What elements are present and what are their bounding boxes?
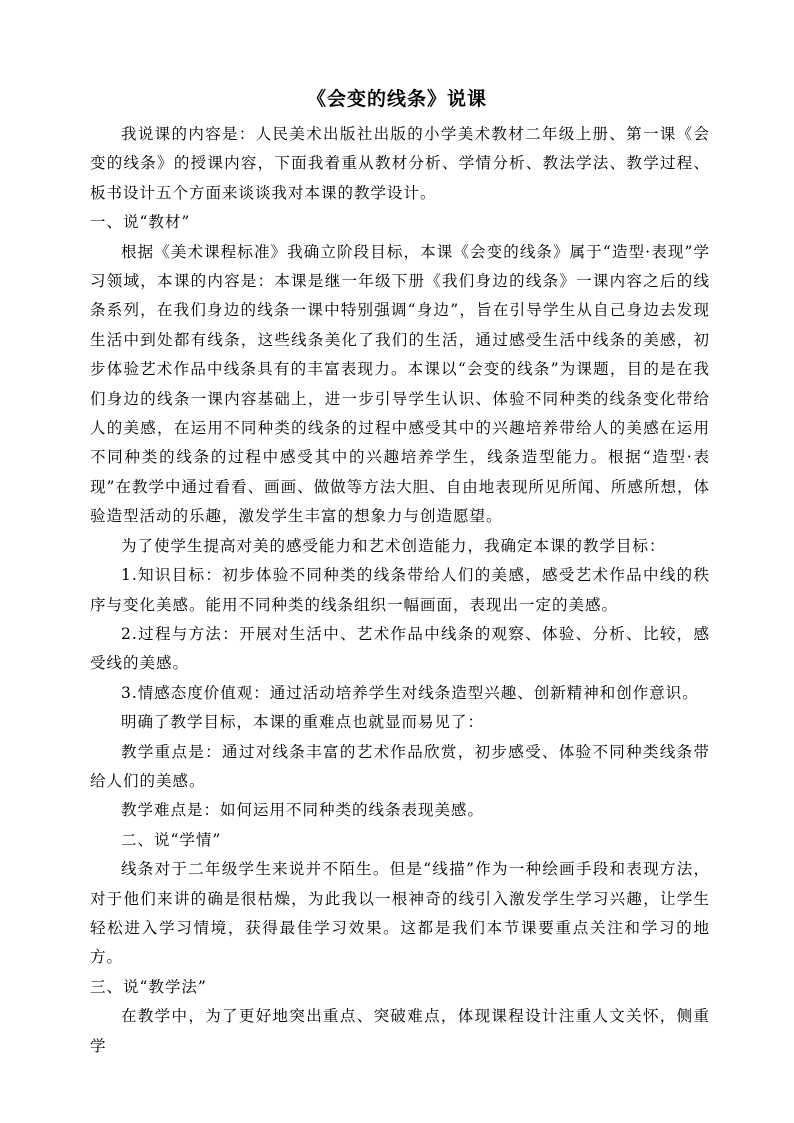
paragraph-objectives-intro: 为了使学生提高对美的感受能力和艺术创造能力，我确定本课的教学目标： bbox=[121, 536, 666, 555]
document-body bbox=[90, 120, 710, 1061]
section-heading-teaching-method: 三、说“教学法” bbox=[90, 977, 207, 996]
paragraph-key-points-intro: 明确了教学目标，本课的重难点也就显而易见了： bbox=[121, 713, 485, 732]
paragraph-textbook-analysis: 根据《美术课程标准》我确立阶段目标，本课《会变的线条》属于“造型·表现”学习领域，本课的内容是：本课是继一年级下册《我们身边的线条》一课内容之后的线条系列，在我们身边的线条一课中特别强调“身边”，旨在引导学生从自己身边去发现生活中到处都有线条，这些线条美化了我们的生活，通过感受生活中线条的美感，初步体验艺术作品中线条具有的丰富表现力。本课以“会变的线条”为课题，目的是在我们身边的线条一课内容基础上，进一步引导学生认识、体验不同种类的线条变化带给人的美感，在运用不同种类的线条的过程中感受其中的兴趣培养带给人的美感在运用不同种类的线条的过程中感受其中的兴趣培养学生，线条造型能力。根据“造型·表现”在教学中通过看看、画画、做做等方法大胆、自由地表现所见所闻、所感所想，体验造型活动的乐趣，激发学生丰富的想象力与创造愿望。 bbox=[90, 242, 710, 526]
section-heading-students: 二、说“学情” bbox=[121, 830, 222, 849]
paragraph-key-point: 教学重点是：通过对线条丰富的艺术作品欣赏，初步感受、体验不同种类线条带给人们的美感。 bbox=[90, 742, 710, 790]
document-title: 《会变的线条》说课 bbox=[306, 88, 487, 110]
paragraph-intro: 我说课的内容是：人民美术出版社出版的小学美术教材二年级上册、第一课《会变的线条》的授课内容，下面我着重从教材分析、学情分析、教法学法、教学过程、板书设计五个方面来谈谈我对本课的教学设计。 bbox=[90, 125, 710, 202]
paragraph-objective-process: 2.过程与方法：开展对生活中、艺术作品中线条的观察、体验、分析、比较，感受线的美感。 bbox=[90, 624, 710, 673]
paragraph-student-analysis: 线条对于二年级学生来说并不陌生。但是“线描”作为一种绘画手段和表现方法，对于他们来讲的确是很枯燥，为此我以一根神奇的线引入激发学生学习兴趣，让学生轻松进入学习情境，获得最佳学习效果。这都是我们本节课要重点关注和学习的地方。 bbox=[90, 860, 710, 967]
paragraph-objective-knowledge: 1.知识目标：初步体验不同种类的线条带给人们的美感，感受艺术作品中线的秩序与变化美感。能用不同种类的线条组织一幅画面，表现出一定的美感。 bbox=[90, 566, 710, 614]
paragraph-objective-emotion: 3.情感态度价值观：通过活动培养学生对线条造型兴趣、创新精神和创作意识。 bbox=[121, 683, 699, 702]
paragraph-teaching-method: 在教学中，为了更好地突出重点、突破难点，体现课程设计注重人文关怀，侧重学 bbox=[90, 1007, 710, 1055]
paragraph-difficult-point: 教学难点是：如何运用不同种类的线条表现美感。 bbox=[121, 801, 485, 820]
section-heading-textbook: 一、说“教材” bbox=[90, 213, 191, 232]
